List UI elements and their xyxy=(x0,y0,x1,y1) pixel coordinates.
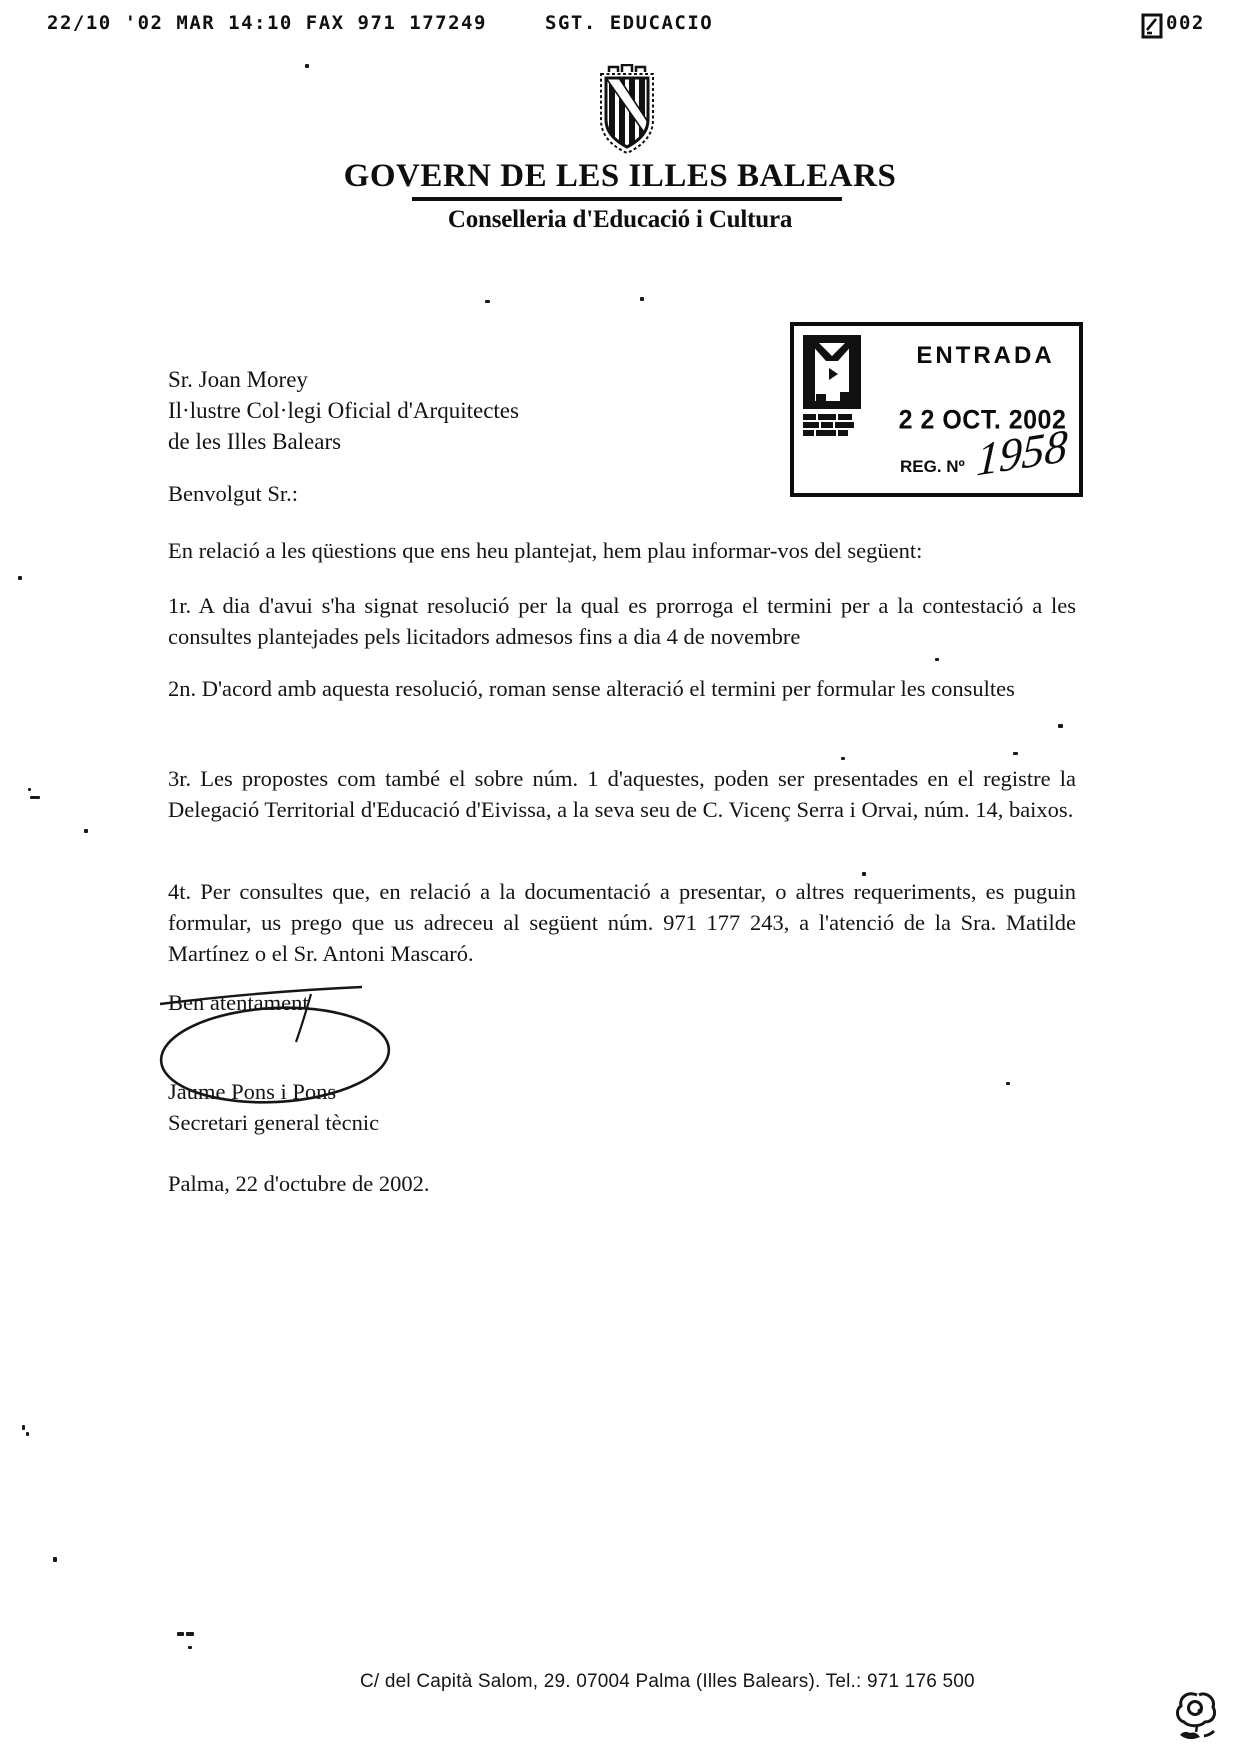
scan-speck xyxy=(1013,752,1018,755)
stamp-reg-label: REG. Nº xyxy=(900,457,965,476)
salutation: Benvolgut Sr.: xyxy=(168,481,299,506)
title-rule xyxy=(412,197,842,201)
scan-speck xyxy=(26,1432,29,1436)
government-title: GOVERN DE LES ILLES BALEARS xyxy=(343,158,897,194)
recipient-organization: Il·lustre Col·legi Oficial d'Arquitectes xyxy=(168,398,519,423)
scan-speck xyxy=(305,64,309,68)
scan-speck xyxy=(485,300,490,303)
balearic-coat-of-arms xyxy=(589,64,665,160)
scan-speck xyxy=(640,297,644,301)
scan-speck xyxy=(186,1632,194,1636)
recipient-block xyxy=(168,364,519,457)
place-and-date: Palma, 22 d'octubre de 2002. xyxy=(168,1171,430,1196)
farewell: Ben atentament xyxy=(168,990,309,1015)
scan-speck xyxy=(18,576,22,580)
entry-stamp xyxy=(790,322,1083,497)
scan-speck xyxy=(84,829,88,833)
department-title: Conselleria d'Educació i Cultura xyxy=(447,206,793,233)
paragraph-1: 1r. A dia d'avui s'ha signat resolució per la qual es prorroga el termini per a la contestació a les consultes plantejades pels licitadors admesos fins a dia 4 de novembre xyxy=(168,593,1076,649)
scan-speck xyxy=(22,1425,25,1430)
rose-stamp-icon xyxy=(1172,1688,1222,1748)
architects-college-emblem-icon xyxy=(802,334,864,438)
paragraph-2: 2n. D'acord amb aquesta resolució, roman sense alteració el termini per formular les consultes xyxy=(168,676,1015,701)
scan-speck xyxy=(30,796,40,799)
recipient-region: de les Illes Balears xyxy=(168,429,342,454)
document-icon xyxy=(1141,13,1163,39)
scan-speck xyxy=(188,1646,192,1649)
footer-address: C/ del Capità Salom, 29. 07004 Palma (Illes Balears). Tel.: 971 176 500 xyxy=(360,1671,975,1692)
signer-title: Secretari general tècnic xyxy=(168,1110,380,1135)
stamp-entrada-label: ENTRADA xyxy=(916,342,1055,369)
scan-speck xyxy=(841,757,845,760)
fax-page-number: 002 xyxy=(1166,12,1205,34)
fax-timestamp: 22/10 '02 MAR 14:10 FAX 971 177249 xyxy=(47,12,487,34)
recipient-name: Sr. Joan Morey xyxy=(168,367,308,392)
scan-speck xyxy=(935,658,939,661)
signer-name: Jaume Pons i Pons xyxy=(168,1079,337,1104)
paragraph-4: 4t. Per consultes que, en relació a la documentació a presentar, o altres requeriments, es puguin formular, us prego que us adreceu al següent núm. 971 177 243, a l'atenció de la Sra. Matilde Martínez o el Sr. Antoni Mascaró. xyxy=(168,879,1076,966)
scan-speck xyxy=(28,788,31,791)
scan-speck xyxy=(1058,724,1063,728)
scan-speck xyxy=(862,872,866,876)
fax-sender: SGT. EDUCACIO xyxy=(545,12,714,34)
stamp-reg-number-handwritten: 1958 xyxy=(975,419,1069,486)
scan-speck xyxy=(1006,1082,1010,1085)
fax-page-indicator xyxy=(1141,12,1205,39)
scan-speck xyxy=(177,1632,184,1636)
scan-speck xyxy=(53,1557,57,1562)
fax-header xyxy=(0,12,1240,42)
intro-line: En relació a les qüestions que ens heu plantejat, hem plau informar-vos del següent: xyxy=(168,538,923,563)
paragraph-3: 3r. Les propostes com també el sobre núm. 1 d'aquestes, poden ser presentades en el registre la Delegació Territorial d'Educació d'Eivissa, a la seva seu de C. Vicenç Serra i Orvai, núm. 14, baixos. xyxy=(168,766,1076,822)
stamp-date: 2 2 OCT. 2002 xyxy=(898,404,1067,436)
